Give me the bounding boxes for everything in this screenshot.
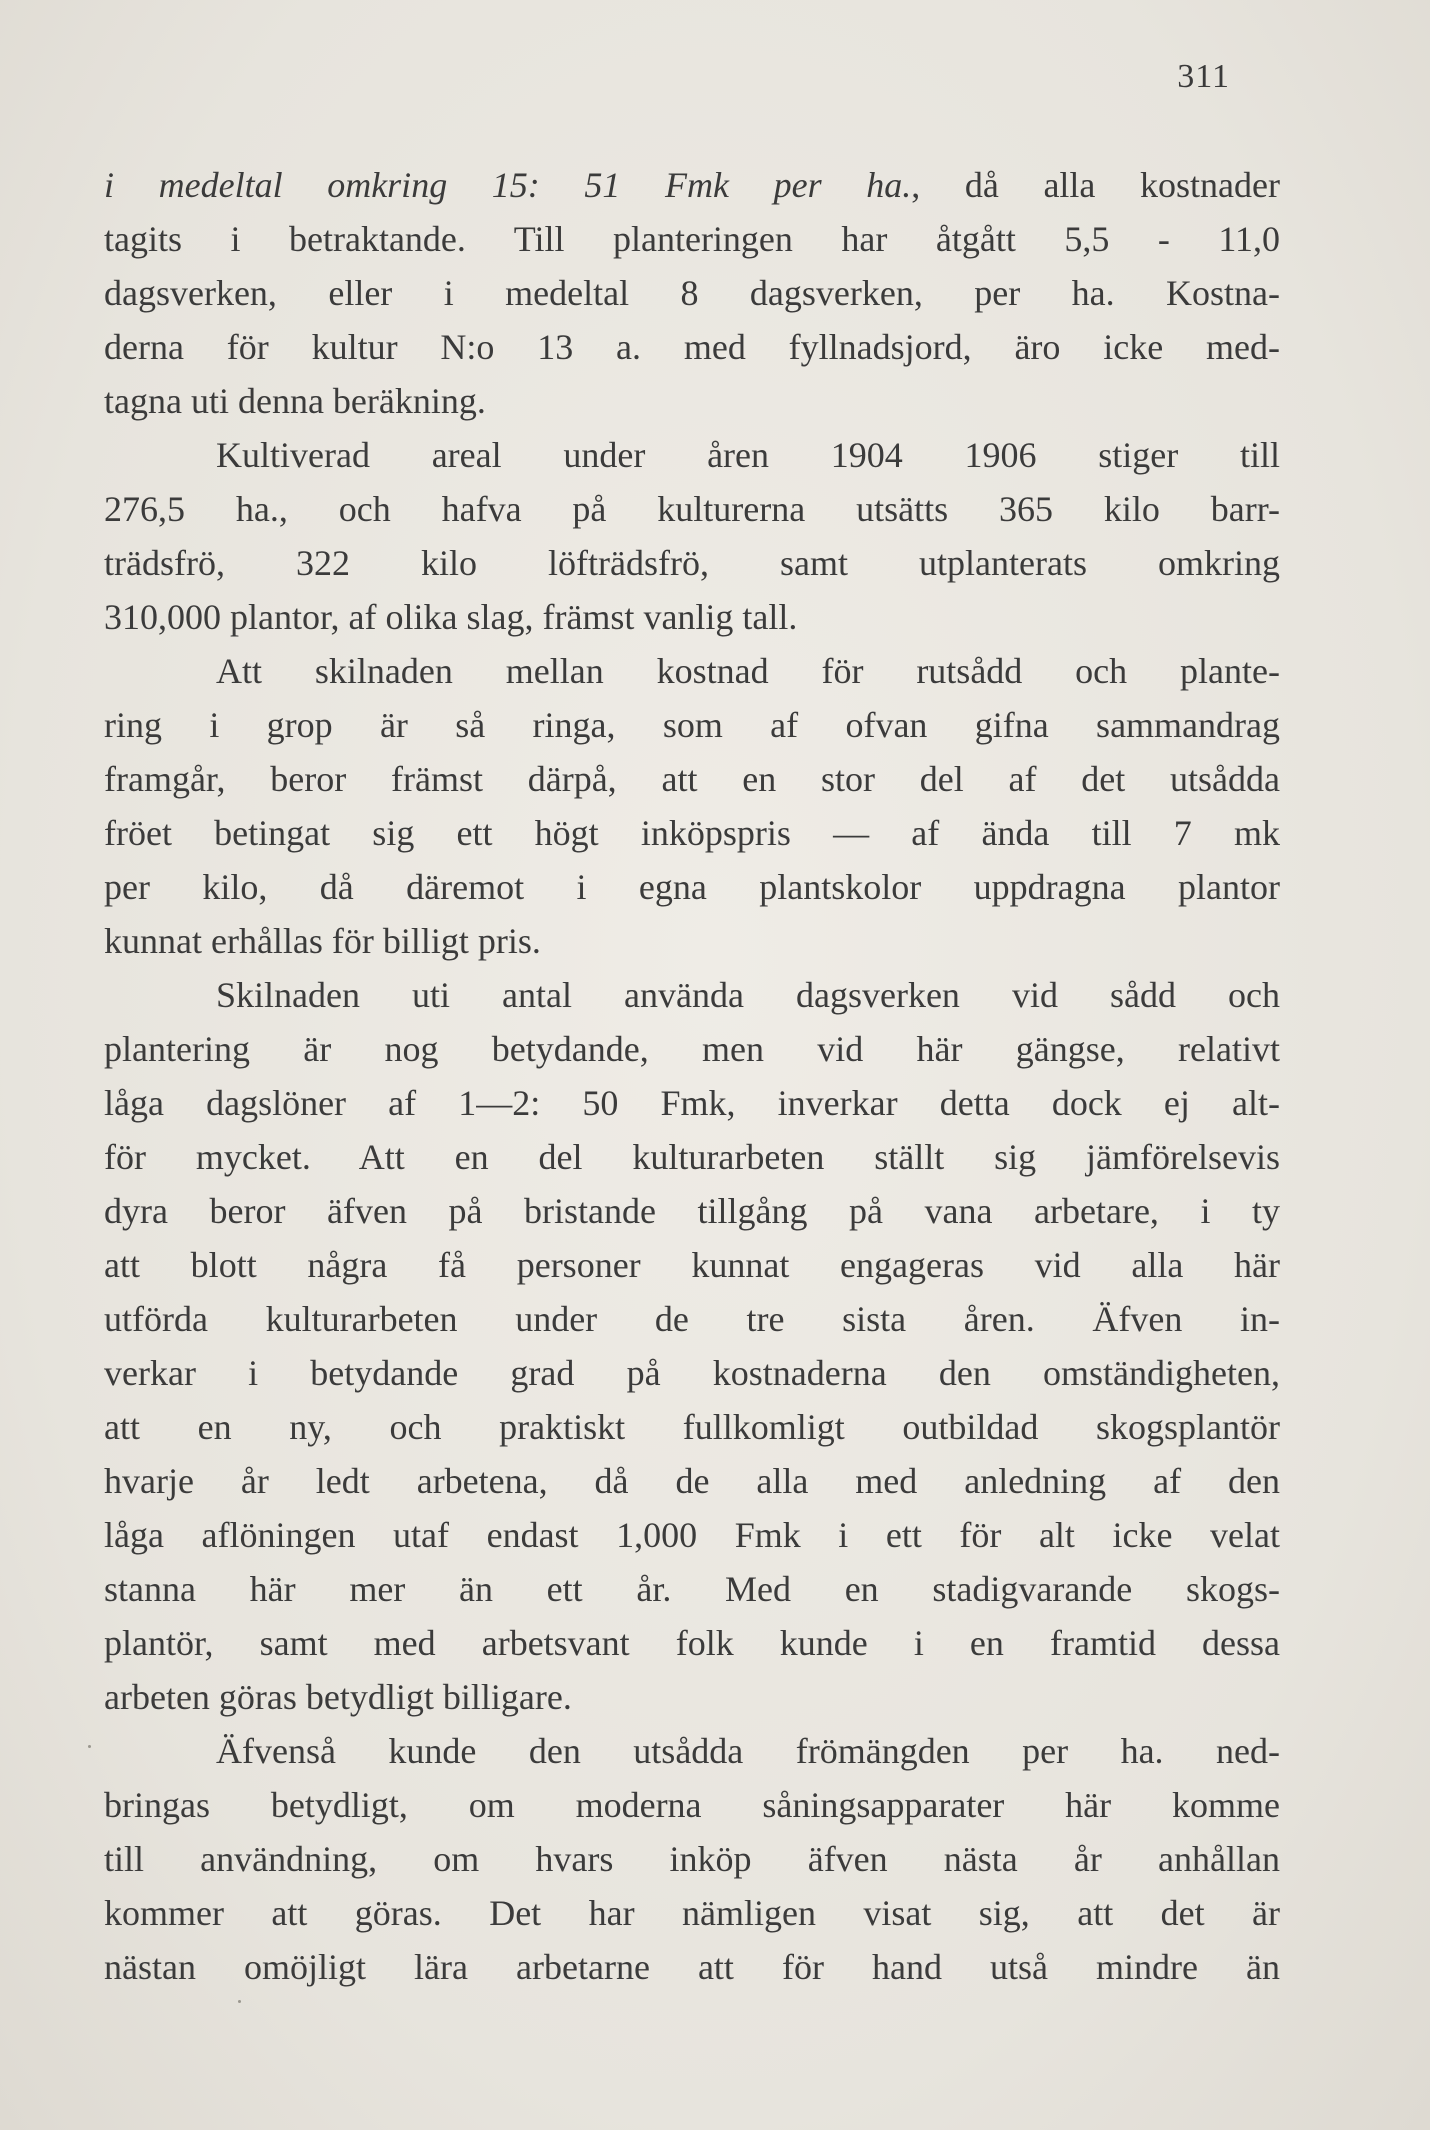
text-line-32: till användning, om hvars inköp äfven nästa år anhållan	[104, 1839, 1280, 1879]
scan-speck	[88, 1745, 91, 1748]
text-line-22: utförda kulturarbeten under de tre sista åren. Äfven in-	[104, 1299, 1280, 1339]
text-line-8: trädsfrö, 322 kilo löfträdsfrö, samt utplanterats omkring	[104, 543, 1280, 583]
text-line-31: bringas betydligt, om moderna såningsapparater här komme	[104, 1785, 1280, 1825]
text-line-21: att blott några få personer kunnat engageras vid alla här	[104, 1245, 1280, 1285]
text-line-7: 276,5 ha., och hafva på kulturerna utsätts 365 kilo barr-	[104, 489, 1280, 529]
text-line-5: tagna uti denna beräkning.	[104, 381, 486, 421]
text-line-24: att en ny, och praktiskt fullkomligt outbildad skogsplantör	[104, 1407, 1280, 1447]
text-line-14: per kilo, då däremot i egna plantskolor uppdragna plantor	[104, 867, 1280, 907]
text-line-13: fröet betingat sig ett högt inköpspris — af ända till 7 mk	[104, 813, 1280, 853]
italic-phrase: i medeltal omkring 15: 51 Fmk per ha.	[104, 165, 912, 205]
text-line-9: 310,000 plantor, af olika slag, främst vanlig tall.	[104, 597, 798, 637]
text-line-12: framgår, beror främst därpå, att en stor del af det utsådda	[104, 759, 1280, 799]
text-line-18: låga dagslöner af 1—2: 50 Fmk, inverkar detta dock ej alt-	[104, 1083, 1280, 1123]
text-line-1	[104, 158, 1280, 212]
text-line-17: plantering är nog betydande, men vid här gängse, relativt	[104, 1029, 1280, 1069]
text-line-20: dyra beror äfven på bristande tillgång på vana arbetare, i ty	[104, 1191, 1280, 1231]
text-line-25: hvarje år ledt arbetena, då de alla med anledning af den	[104, 1461, 1280, 1501]
text-line-2: tagits i betraktande. Till planteringen har åtgått 5,5 - 11,0	[104, 219, 1280, 259]
text-line-11: ring i grop är så ringa, som af ofvan gifna sammandrag	[104, 705, 1280, 745]
text-line-34: nästan omöjligt lära arbetarne att för hand utså mindre än	[104, 1947, 1280, 1987]
text-line-19: för mycket. Att en del kulturarbeten ställt sig jämförelsevis	[104, 1137, 1280, 1177]
text-line-10: Att skilnaden mellan kostnad för rutsådd och plante-	[216, 651, 1280, 691]
text-line-29: arbeten göras betydligt billigare.	[104, 1677, 572, 1717]
text-line-3: dagsverken, eller i medeltal 8 dagsverken, per ha. Kostna-	[104, 273, 1280, 313]
body-text	[104, 158, 1280, 1994]
text-line-23: verkar i betydande grad på kostnaderna den omständigheten,	[104, 1353, 1280, 1393]
text-line-6: Kultiverad areal under åren 1904 1906 stiger till	[216, 435, 1280, 475]
text-line-26: låga aflöningen utaf endast 1,000 Fmk i ett för alt icke velat	[104, 1515, 1280, 1555]
scan-speck	[238, 2000, 241, 2003]
page-number: 311	[1177, 58, 1230, 95]
text-line-15: kunnat erhållas för billigt pris.	[104, 921, 541, 961]
text-line-28: plantör, samt med arbetsvant folk kunde i en framtid dessa	[104, 1623, 1280, 1663]
text-line-27: stanna här mer än ett år. Med en stadigvarande skogs-	[104, 1569, 1280, 1609]
text-line-33: kommer att göras. Det har nämligen visat sig, att det är	[104, 1893, 1280, 1933]
text-line-30: Äfvenså kunde den utsådda frömängden per ha. ned-	[216, 1731, 1280, 1771]
text-line-16: Skilnaden uti antal använda dagsverken vid sådd och	[216, 975, 1280, 1015]
line-text: , då alla kostnader	[911, 165, 1280, 205]
text-line-4: derna för kultur N:o 13 a. med fyllnadsjord, äro icke med-	[104, 327, 1280, 367]
